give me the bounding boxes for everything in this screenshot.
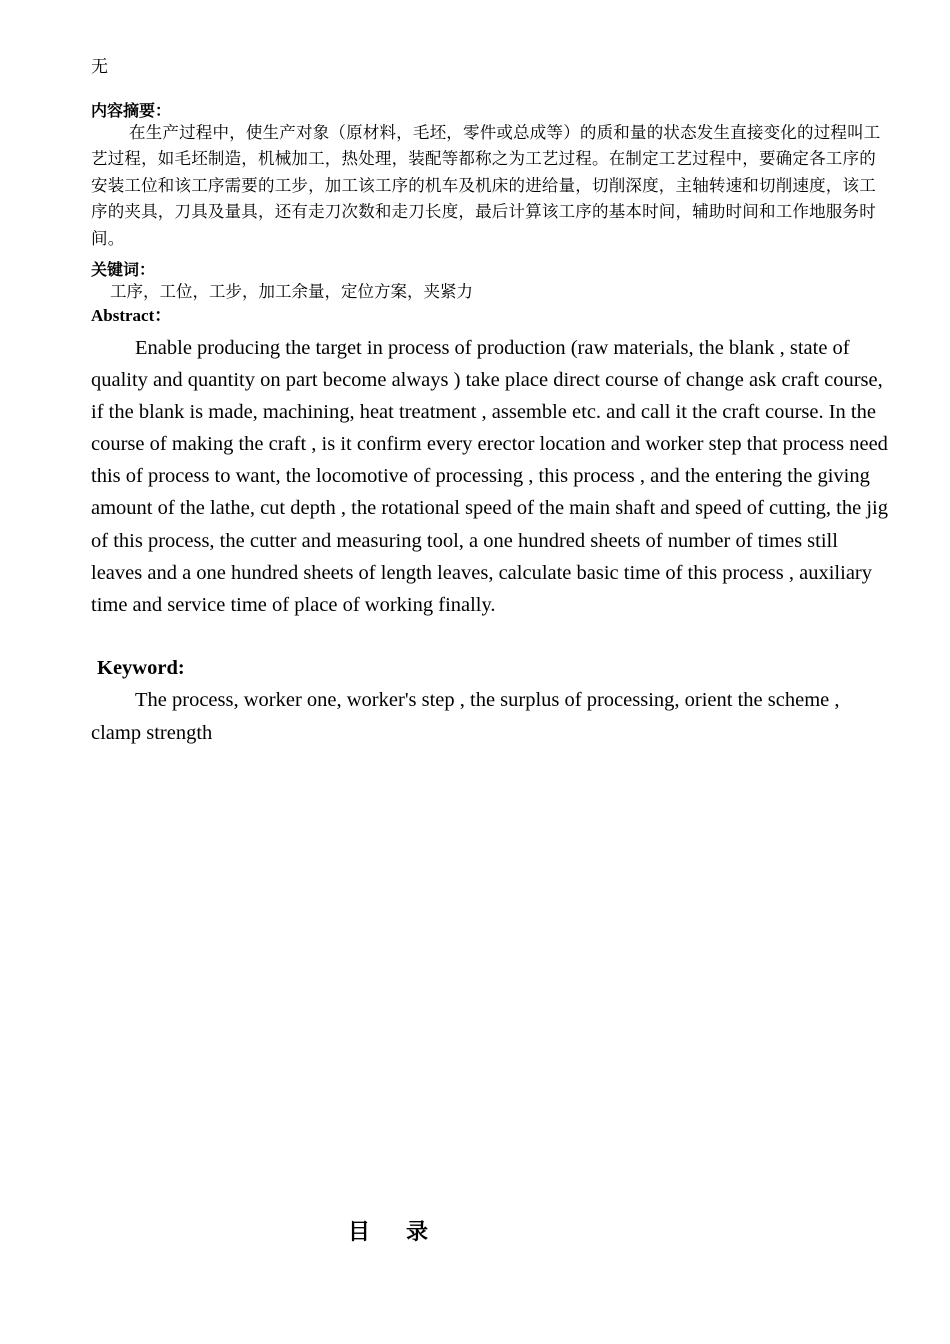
english-keywords-heading: Keyword: bbox=[97, 657, 185, 679]
table-of-contents-title: 目录 bbox=[348, 1220, 465, 1245]
english-keywords-body: The process, worker one, worker's step , the surplus of processing, orient the scheme , clamp strength bbox=[91, 689, 840, 744]
english-abstract-body: Enable producing the target in process of production (raw materials, the blank , state of quality and quantity on part become always ) take place direct course of change ask craft course, if the blank is made, machining, heat treatment , assemble etc. and call it the craft course. In the course of making the craft , is it confirm every erector location and worker step that process need this of process to want, the locomotive of processing , this process , and the entering the giving amount of the lathe, cut depth , the rotational speed of the main shaft and speed of cutting, the jig of this process, the cutter and measuring tool, a one hundred sheets of number of times still leaves and a one hundred sheets of length leaves, calculate basic time of this process , auxiliary time and service time of place of working finally. bbox=[91, 337, 888, 616]
chinese-abstract-heading: 内容摘要： bbox=[91, 101, 172, 120]
english-abstract-heading: Abstract： bbox=[91, 306, 172, 325]
chinese-keywords-heading: 关键词： bbox=[91, 260, 156, 279]
chinese-keywords-body: 工序，工位，工步，加工余量，定位方案，夹紧力 bbox=[110, 282, 473, 301]
top-character: 无 bbox=[91, 57, 108, 77]
chinese-abstract-body: 在生产过程中，使生产对象（原材料，毛坯，零件或总成等）的质和量的状态发生直接变化的过程叫工艺过程，如毛坯制造，机械加工，热处理，装配等都称之为工艺过程。在制定工艺过程中，要确定各工序的安装工位和该工序需要的工步，加工该工序的机车及机床的进给量，切削深度，主轴转速和切削速度，该工序的夹具，刀具及量具，还有走刀次数和走刀长度，最后计算该工序的基本时间，辅助时间和工作地服务时间。 bbox=[91, 123, 881, 248]
